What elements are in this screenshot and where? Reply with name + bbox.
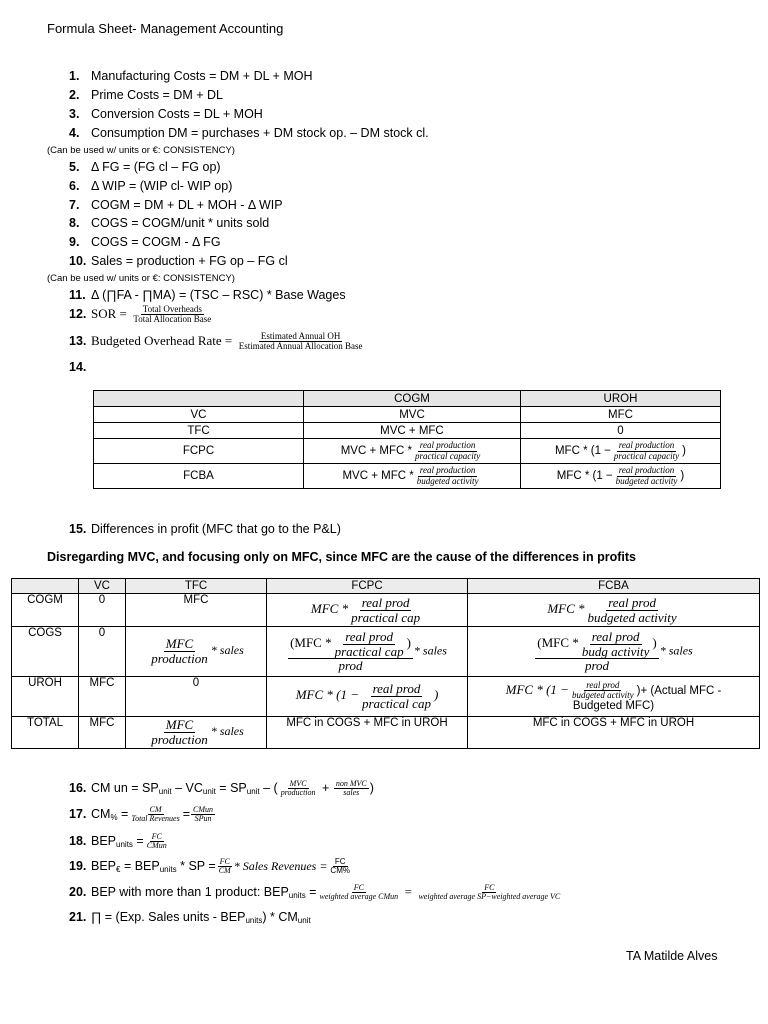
table1-fcba-uroh: MFC * (1 − $\frac{\text{real production}}{\text{budgeted activity}}$ ) (520, 464, 720, 489)
table1-fcba-label: FCBA (94, 464, 304, 489)
table2-uroh-fcpc: MFC * (1 − $\frac{\text{real prod}}{\text{practical cap}}$ ) (267, 677, 468, 717)
table1-header-uroh: UROH (520, 391, 720, 407)
table1-vc-label: VC (94, 407, 304, 423)
table2-header-tfc: TFC (126, 579, 267, 594)
table2-cogs-fcpc: (MFC * $\frac{\text{real prod}}{\text{practical cap}}$ ) prod * sales (267, 627, 468, 677)
table2-cogm-fcba: MFC * $\frac{\text{real prod}}{\text{budgeted activity}}$ (468, 594, 760, 627)
table2-cogm-tfc: MFC (126, 594, 267, 627)
table1-fcpc-label: FCPC (94, 439, 304, 464)
formula-19: 19. $BEP_€ = BEP_{units}$ * SP = $\frac{FC}{CM}$ * Sales Revenues = $\frac{FC}{CM\%}$ (69, 857, 350, 876)
table2-cogm-vc: 0 (79, 594, 126, 627)
table1-fcba-cogm: MVC + MFC * $\frac{\text{real production}}{\text{budgeted activity}}$ (304, 464, 521, 489)
table2-total-label: TOTAL (12, 717, 79, 749)
author-footer: TA Matilde Alves (626, 949, 718, 963)
table1-fcpc-uroh: MFC * (1 − $\frac{\text{real production}}{\text{practical capacity}}$ ) (520, 439, 720, 464)
formula-1: 1. Manufacturing Costs = DM + DL + MOH (69, 69, 313, 83)
table2-header-fcba: FCBA (468, 579, 760, 594)
formula-20: 20. BEP with more than 1 product: $BEP_{units}$ = $\frac{FC}{\text{weighted average CMun}}$ = $\frac{FC}{\text{weighted average SP−weighted average VC}}$ (69, 883, 561, 902)
formula-15: 15. Differences in profit (MFC that go to the P&L) (69, 522, 341, 536)
formula-11: 11. Δ (∏FA - ∏MA) = (TSC – RSC) * Base Wages (69, 288, 346, 302)
table2-cogm-fcpc: MFC * $\frac{\text{real prod}}{\text{practical cap}}$ (267, 594, 468, 627)
table2-uroh-label: UROH (12, 677, 79, 717)
consistency-note-2: (Can be used w/ units or €: CONSISTENCY) (47, 273, 235, 284)
table2-cogs-tfc: $\frac{\text{MFC}}{\text{production}}$ * sales (126, 627, 267, 677)
formula-10: 10. Sales = production + FG op – FG cl (69, 254, 288, 268)
table2-uroh-fcba: MFC * (1 − $\frac{\text{real prod}}{\text{budgeted activity}}$ )+ (Actual MFC - Budgeted MFC) (468, 677, 760, 717)
table2-uroh-tfc: 0 (126, 677, 267, 717)
table2-total-fcba: MFC in COGS + MFC in UROH (468, 717, 760, 749)
mfc-profit-table (11, 578, 760, 749)
formula-12: 12. SOR = $\frac{\text{Total Overheads}}{\text{Total Allocation Base}}$ (69, 304, 212, 325)
formula-16: 16. CM un = $SP_{unit} - VC_{unit} = SP_{unit}$ – ( $\frac{\text{MVC}}{\text{production}}$ + $\frac{\text{non MVC}}{\text{sales}}$ ) (69, 779, 374, 798)
table2-header-blank (12, 579, 79, 594)
formula-7: 7. COGM = DM + DL + MOH - Δ WIP (69, 198, 283, 212)
formula-8: 8. COGS = COGM/unit * units sold (69, 216, 270, 230)
table2-cogs-fcba: (MFC * $\frac{\text{real prod}}{\text{budg activity}}$ ) prod * sales (468, 627, 760, 677)
table2-total-fcpc: MFC in COGS + MFC in UROH (267, 717, 468, 749)
table1-vc-uroh: MFC (520, 407, 720, 423)
formula-21: 21. ∏ = (Exp. Sales units - $BEP_{units}) * CM_{unit}$ (69, 910, 311, 925)
table1-fcpc-cogm: MVC + MFC * $\frac{\text{real production}}{\text{practical capacity}}$ (304, 439, 521, 464)
table1-tfc-cogm: MVC + MFC (304, 423, 521, 439)
table1-tfc-label: TFC (94, 423, 304, 439)
table2-total-vc: MFC (79, 717, 126, 749)
formula-9: 9. COGS = COGM - Δ FG (69, 235, 221, 249)
formula-17: 17. $CM_{\%}$ = $\frac{CM}{\text{Total Revenues}}$ = $\frac{\text{CMun}}{\text{SPun}}$ (69, 805, 214, 824)
formula-18: 18. $BEP_{units}$ = $\frac{FC}{\text{CMun}}$ (69, 832, 167, 851)
table1-vc-cogm: MVC (304, 407, 521, 423)
formula-14: 14. (69, 360, 87, 374)
table2-cogm-label: COGM (12, 594, 79, 627)
table2-cogs-vc: 0 (79, 627, 126, 677)
formula-13: 13. Budgeted Overhead Rate = $\frac{\text{Estimated Annual OH}}{\text{Estimated Annual Allocation Base}}$ (69, 331, 363, 352)
consistency-note-1: (Can be used w/ units or €: CONSISTENCY) (47, 145, 235, 156)
formula-2: 2. Prime Costs = DM + DL (69, 88, 223, 102)
formula-3: 3. Conversion Costs = DL + MOH (69, 107, 263, 121)
cost-allocation-table (93, 390, 721, 489)
page-title: Formula Sheet- Management Accounting (47, 21, 284, 36)
formula-5: 5. Δ FG = (FG cl – FG op) (69, 160, 221, 174)
table2-total-tfc: $\frac{\text{MFC}}{\text{production}}$ * sales (126, 717, 267, 749)
table1-header-blank (94, 391, 304, 407)
table2-header-vc: VC (79, 579, 126, 594)
section-heading: Disregarding MVC, and focusing only on MFC, since MFC are the cause of the differences in profits (47, 550, 636, 564)
formula-4: 4. Consumption DM = purchases + DM stock op. – DM stock cl. (69, 126, 429, 140)
table1-header-cogm: COGM (304, 391, 521, 407)
table2-header-fcpc: FCPC (267, 579, 468, 594)
formula-6: 6. Δ WIP = (WIP cl- WIP op) (69, 179, 233, 193)
table2-uroh-vc: MFC (79, 677, 126, 717)
table1-tfc-uroh: 0 (520, 423, 720, 439)
table2-cogs-label: COGS (12, 627, 79, 677)
